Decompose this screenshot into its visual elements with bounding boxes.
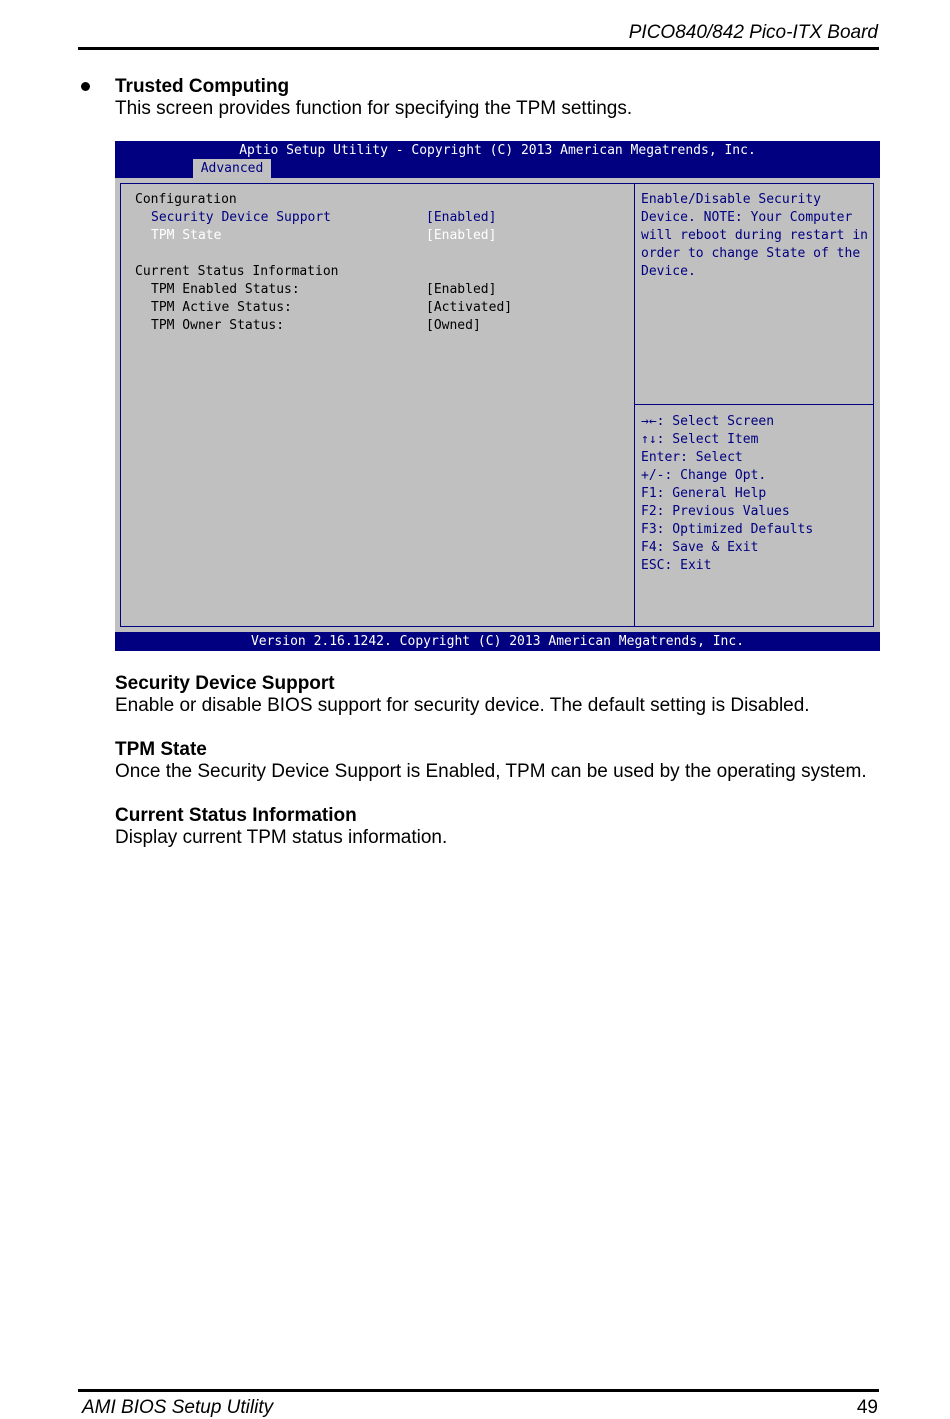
footer-rule (78, 1389, 879, 1392)
tpm-state-value[interactable]: [Enabled] (426, 228, 497, 243)
key-hint: ↑↓: Select Item (641, 432, 759, 447)
tpm-active-status-value: [Activated] (426, 300, 513, 315)
security-device-support-value[interactable]: [Enabled] (426, 210, 497, 225)
bios-title-bar (115, 141, 880, 178)
tpm-enabled-status-value: [Enabled] (426, 282, 497, 297)
help-line: Device. (641, 264, 696, 279)
bios-title: Aptio Setup Utility - Copyright (C) 2013 American Megatrends, Inc. (239, 143, 756, 158)
bios-version-bar: Version 2.16.1242. Copyright (C) 2013 American Megatrends, Inc. (115, 632, 880, 651)
header-rule (78, 47, 879, 50)
help-line: Device. NOTE: Your Computer (641, 210, 853, 225)
status-heading: Current Status Information (135, 264, 339, 279)
section-heading: Trusted Computing (115, 76, 290, 97)
bullet-icon (81, 82, 90, 91)
desc-heading-tpm-state: TPM State (115, 739, 207, 760)
key-hint: +/-: Change Opt. (641, 468, 767, 483)
key-hint: F2: Previous Values (641, 504, 790, 519)
desc-heading-security-device-support: Security Device Support (115, 673, 335, 694)
configuration-label: Configuration (135, 192, 237, 207)
key-hint: ESC: Exit (641, 558, 712, 573)
section-intro: This screen provides function for specifying the TPM settings. (115, 98, 633, 119)
desc-text-tpm-state: Once the Security Device Support is Enabled, TPM can be used by the operating system. (115, 761, 867, 782)
tab-advanced[interactable]: Advanced (193, 159, 271, 178)
help-line: Enable/Disable Security (641, 192, 822, 207)
footer-title: AMI BIOS Setup Utility (82, 1397, 274, 1418)
security-device-support-label[interactable]: Security Device Support (151, 210, 332, 225)
help-divider (635, 404, 874, 405)
key-hint: F1: General Help (641, 486, 767, 501)
key-hint: F4: Save & Exit (641, 540, 759, 555)
key-hint: F3: Optimized Defaults (641, 522, 814, 537)
key-hint: Enter: Select (641, 450, 743, 465)
desc-heading-current-status: Current Status Information (115, 805, 357, 826)
desc-text-security-device-support: Enable or disable BIOS support for security device. The default setting is Disabled. (115, 695, 810, 716)
tpm-enabled-status-label: TPM Enabled Status: (151, 282, 300, 297)
panel-divider (634, 183, 635, 627)
document-header-title: PICO840/842 Pico-ITX Board (628, 22, 878, 43)
help-line: will reboot during restart in (641, 228, 868, 243)
tpm-active-status-label: TPM Active Status: (151, 300, 292, 315)
desc-text-current-status: Display current TPM status information. (115, 827, 448, 848)
bios-screenshot (115, 141, 880, 651)
tpm-owner-status-value: [Owned] (426, 318, 481, 333)
help-line: order to change State of the (641, 246, 861, 261)
tpm-state-label[interactable]: TPM State (151, 228, 222, 243)
key-hint: →←: Select Screen (641, 414, 775, 429)
page-number: 49 (856, 1397, 878, 1418)
tpm-owner-status-label: TPM Owner Status: (151, 318, 285, 333)
